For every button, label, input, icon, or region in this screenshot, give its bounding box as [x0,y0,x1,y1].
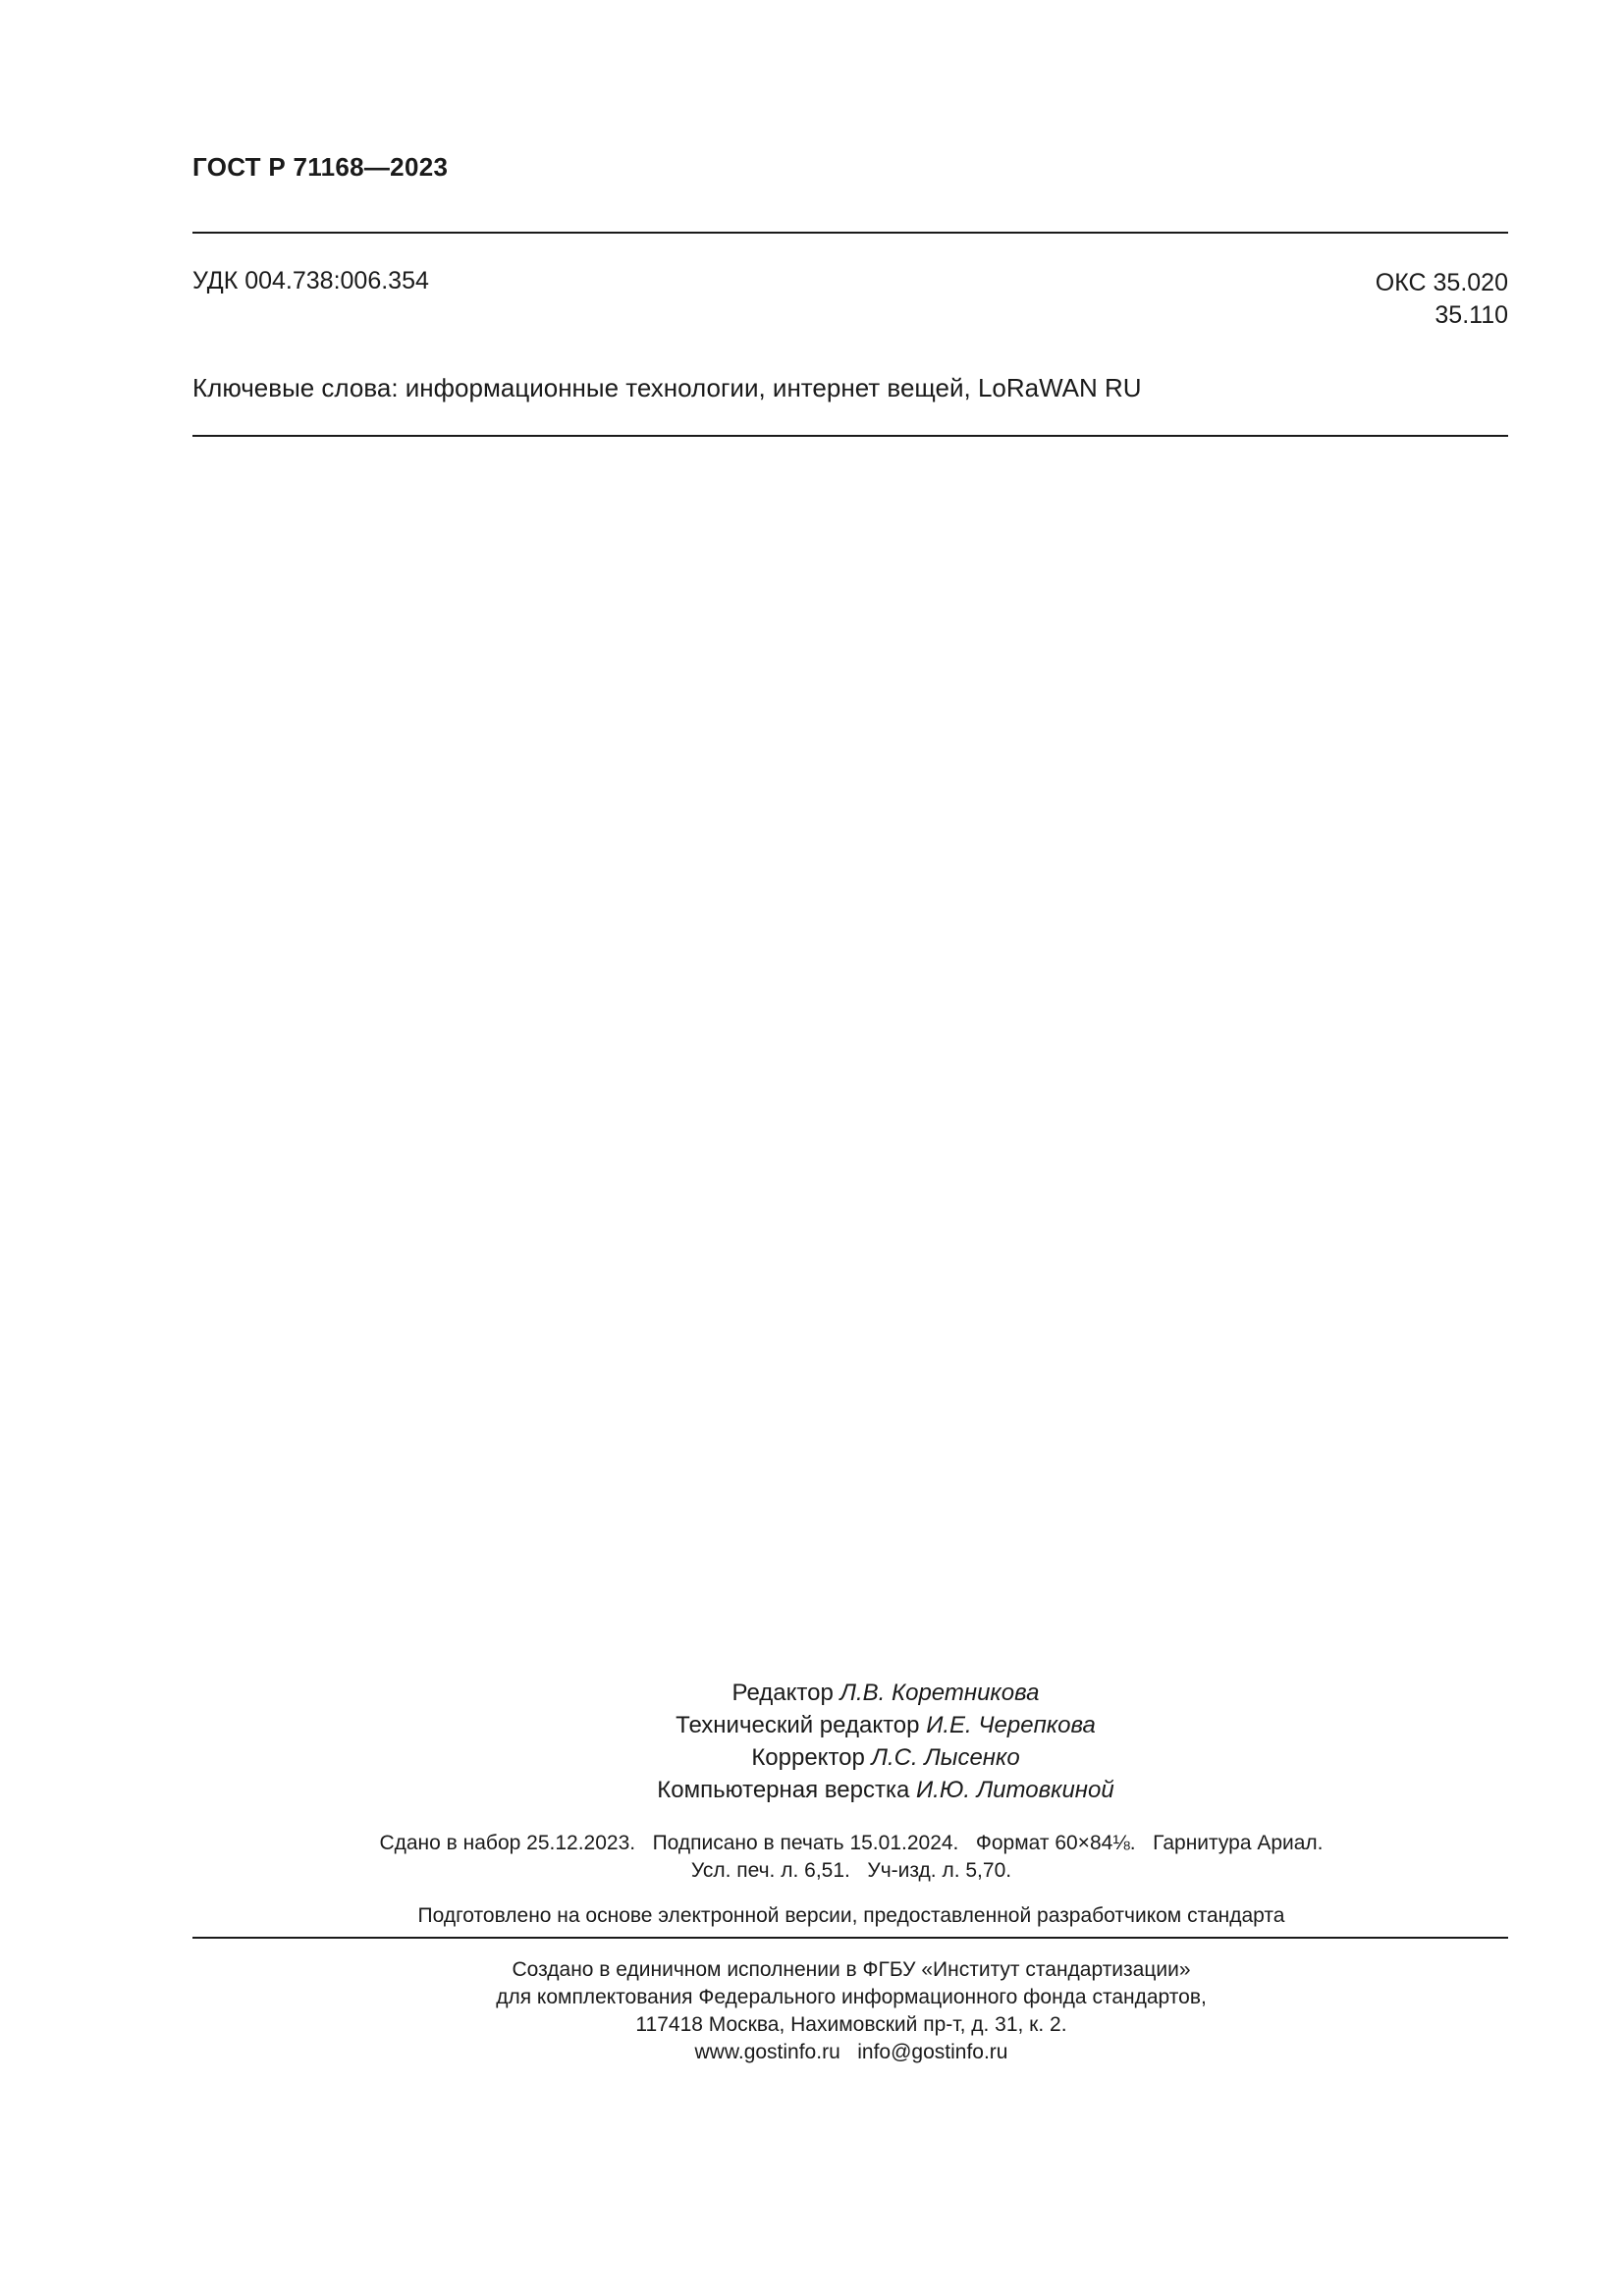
staff-role: Редактор [731,1680,834,1706]
staff-role: Компьютерная верстка [657,1777,910,1803]
staff-role: Корректор [751,1744,865,1771]
print-info-line-1: Сдано в набор 25.12.2023. Подписано в печать 15.01.2024. Формат 60×84⅛. Гарнитура Ариал. [379,1832,1324,1854]
print-info [0,1830,1624,1885]
staff-person: И.Е. Черепкова [926,1712,1096,1738]
keywords-line: Ключевые слова: информационные технологии, интернет вещей, LoRaWAN RU [192,373,1142,402]
footer-contacts: www.gostinfo.ru info@gostinfo.ru [694,2041,1008,2063]
publisher-footer [0,1956,1624,2066]
footer-rule [192,1937,1508,1939]
prepared-note: Подготовлено на основе электронной версии, предоставленной разработчиком стандарта [417,1904,1285,1927]
document-code: ГОСТ Р 71168—2023 [192,152,449,182]
staff-layout [0,1774,1624,1806]
oks-line-1: ОКС 35.020 [1375,269,1508,296]
keywords-rule [192,435,1508,437]
top-rule [192,232,1508,234]
print-info-line-2: Усл. печ. л. 6,51. Уч-изд. л. 5,70. [690,1859,1012,1882]
staff-tech-editor [0,1709,1624,1741]
oks-line-2: 35.110 [1435,301,1508,329]
footer-line-3: 117418 Москва, Нахимовский пр-т, д. 31, к. 2. [635,2013,1067,2036]
staff-role: Технический редактор [676,1712,920,1738]
staff-editor [0,1677,1624,1709]
staff-credits [0,1677,1624,1806]
footer-line-2: для комплектования Федерального информационного фонда стандартов, [496,1986,1207,2008]
footer-line-1: Создано в единичном исполнении в ФГБУ «Институт стандартизации» [512,1958,1191,1981]
staff-person: Л.В. Коретникова [839,1680,1040,1706]
staff-person: Л.С. Лысенко [871,1744,1020,1771]
staff-corrector [0,1741,1624,1774]
oks-code [1376,267,1508,332]
udk-code: УДК 004.738:006.354 [192,267,429,294]
staff-person: И.Ю. Литовкиной [916,1777,1114,1803]
